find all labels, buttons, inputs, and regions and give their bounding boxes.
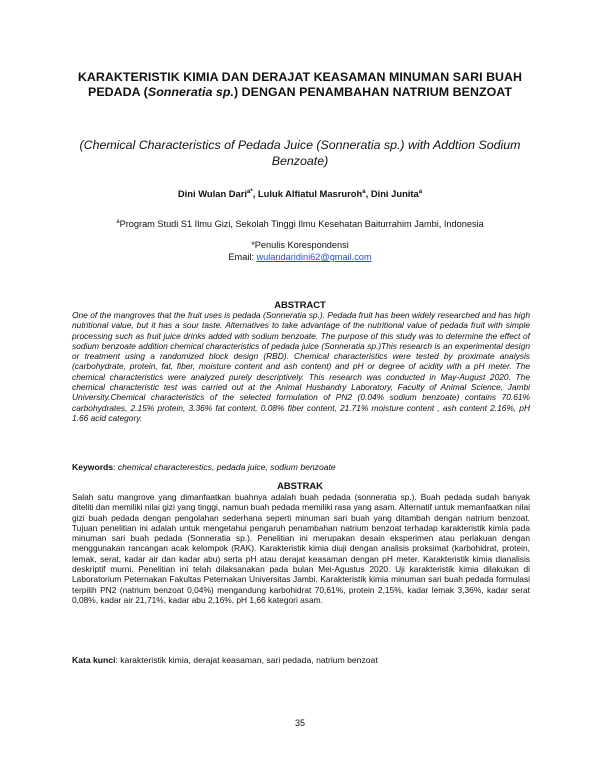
abstract-english: One of the mangroves that the fruit uses is pedada (Sonneratia sp.). Pedada fruit has been widely researched and has high nutritional value, but it has a sour taste. Alternatives to take advantage of the nutritional value of pedada fruit with simple processing such as fruit juice drinks added with sodium benzoate. The purpose of this study was to determine the effect of sodium benzoate addition chemical characteristics of pedada juice (Sonneratia sp.)This research is an experimental design or treatment using a randomized block design (RBD). Chemical characteristics were tested by proximate analysis (carbohydrate, protein, fat, fiber, moisture content and ash content) and pH or degree of acidity with a pH meter. The chemical characteristics were analyzed purely descriptively. This research was conducted in May-August 2020. The chemical characteristic test was carried out at the Animal Husbandry Laboratory, Faculty of Animal Science, Jambi University.Chemical characteristics of the selected formulation of PN2 (0.04% sodium benzoate) contains 70.61% carbohydrates, 2.15% protein, 3.36% fat content, 0.08% fiber content, 21.71% moisture content , ash content 2.16%, pH 1.66 acid category. xyxy=(72,310,530,423)
abstrak-indonesian: Salah satu mangrove yang dimanfaatkan buahnya adalah buah pedada (sonneratia sp.). Buah pedada sudah banyak diteliti dan memiliki nilai gizi yang tinggi, namun buah pedada memiliki rasa yang asam. Alternatif untuk memanfaatkan nilai gizi buah pedada dengan pengolahan sederhana seperti minuman sari buah yang ditambah dengan natrium benzoat. Tujuan penelitian ini adalah untuk mengetahui pengaruh penambahan natrium benzoat terhadap karakteristik kimia pada minuman sari buah pedada (Sonneratia sp.). Penelitian ini merupakan desain eksperimen atau perlakuan dengan menggunakan rancangan acak kelompok (RAK). Karakteristik kimia diuji dengan analisis proksimat (karbohidrat, protein, lemak, serat, kadar air dan kadar abu) serta pH atau derajat keasaman dengan pH meter. Karakteristik kimia dianalisis deskriptif murni. Penelitian ini telah dilaksanakan pada bulan Mei-Agustus 2020. Uji karakteristik kimia dilakukan di Laboratorium Peternakan Fakultas Peternakan Universitas Jambi. Karakteristik kimia minuman sari buah pedada formulasi terpilih PN2 (natrium benzoat 0,04%) mengandung karbohidrat 70,61%, protein 2,15%, kadar lemak 3,36%, kadar serat 0,08%, kadar air 21,71%, kadar abu 2,16%, pH 1,66 kategori asam. xyxy=(72,492,530,605)
author-2: Luluk Alfiatul Masruroh xyxy=(257,188,363,200)
paper-title: KARAKTERISTIK KIMIA DAN DERAJAT KEASAMAN MINUMAN SARI BUAH PEDADA (Sonneratia sp.) DENGAN PENAMBAHAN NATRIUM BENZOAT xyxy=(77,70,523,99)
abstract-heading: ABSTRACT xyxy=(274,299,326,310)
paper-subtitle-english: (Chemical Characteristics of Pedada Juice (Sonneratia sp.) with Addtion Sodium Benzoate) xyxy=(79,138,521,168)
author-1: Dini Wulan Dari xyxy=(177,188,248,200)
affiliation: $^a$Program Studi S1 Ilmu Gizi, Sekolah Tinggi Ilmu Kesehatan Baiturrahim Jambi, Indonesia xyxy=(116,219,484,230)
title-species: Sonneratia sp. xyxy=(147,85,234,99)
abstrak-heading: ABSTRAK xyxy=(277,480,323,491)
keywords-label: Keywords xyxy=(72,462,114,472)
correspondence xyxy=(64,239,536,263)
correspondence-email-line: Email: wulandaridini62@gmail.com xyxy=(228,252,372,262)
page-number: 35 xyxy=(294,718,305,728)
kata-kunci-text: : karakteristik kimia, derajat keasaman, sari pedada, natrium benzoat xyxy=(115,655,378,665)
correspondence-label: *Penulis Korespondensi xyxy=(251,240,349,250)
author-list: Dini Wulan Dari$^{a*}$, Luluk Alfiatul Masruroh$^a$, Dini Junita$^a$ xyxy=(177,188,423,200)
author-3: Dini Junita xyxy=(370,188,419,200)
email-link[interactable]: wulandaridini62@gmail.com xyxy=(256,252,372,262)
kata-kunci-label: Kata kunci xyxy=(72,655,116,665)
keywords-text: : chemical characterestics, pedada juice, sodium benzoate xyxy=(113,462,336,472)
keywords xyxy=(72,462,530,473)
kata-kunci xyxy=(72,655,530,666)
